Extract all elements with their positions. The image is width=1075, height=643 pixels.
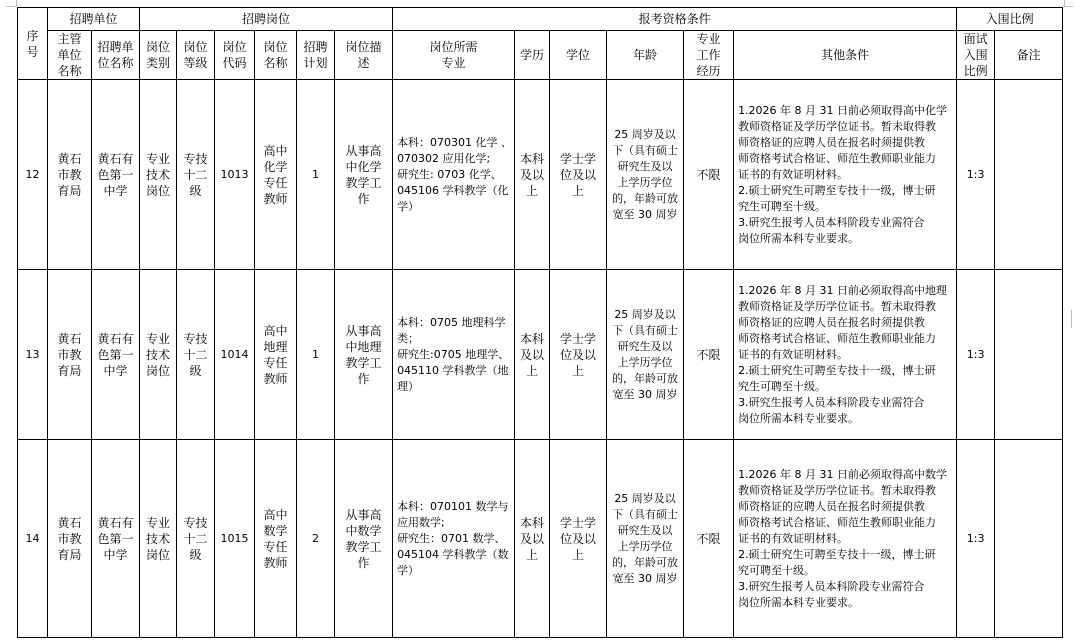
header-group-unit: 招聘单位 [48, 8, 140, 31]
cell-degree: 学士学 位及以 上 [550, 440, 607, 638]
cell-degree: 学士学 位及以 上 [550, 80, 607, 270]
header-column-row [18, 31, 1063, 80]
cell-age: 25 周岁及以 下（具有硕士 研究生及以 上学历学位 的，年龄可放 宽至 30 周岁 [607, 270, 684, 440]
cell-experience: 不限 [684, 80, 734, 270]
cell-post-name: 高中 数学 专任 教师 [255, 440, 297, 638]
header-post-level: 岗位 等级 [177, 31, 215, 80]
table-row [18, 270, 1063, 440]
page-edge-mark [1071, 310, 1075, 328]
cell-desc: 从事高 中地理 教学工 作 [335, 270, 393, 440]
header-other: 其他条件 [734, 31, 957, 80]
cell-remark [995, 440, 1063, 638]
header-degree: 学位 [550, 31, 607, 80]
cell-post-type: 专业 技术 岗位 [140, 80, 177, 270]
header-post-name: 岗位 名称 [255, 31, 297, 80]
header-post-code: 岗位 代码 [215, 31, 255, 80]
header-group-row [18, 8, 1063, 31]
cell-unit: 黄石有 色第一 中学 [92, 80, 140, 270]
header-unit: 招聘单 位名称 [92, 31, 140, 80]
cell-education: 本科 及以 上 [515, 440, 550, 638]
page-corner-mark [1064, 0, 1073, 7]
cell-experience: 不限 [684, 270, 734, 440]
cell-interview-ratio: 1:3 [957, 440, 995, 638]
cell-degree: 学士学 位及以 上 [550, 270, 607, 440]
header-desc: 岗位描 述 [335, 31, 393, 80]
cell-post-level: 专技 十二 级 [177, 270, 215, 440]
header-dept: 主管 单位 名称 [48, 31, 92, 80]
cell-other: 1.2026 年 8 月 31 日前必须取得高中化学 教师资格证及学历学位证书。暂未取得教 师资格证的应聘人员在报名时须提供教 师资格考试合格证、师范生教师职业能力 证书的有效证明材料。 2.硕士研究生可聘至专技十一级，博士研 究生可聘至十级。 3.研究生报考人员本科阶段专业需符合 岗位所需本科专业要求。 [734, 80, 957, 270]
table-row [18, 440, 1063, 638]
header-education: 学历 [515, 31, 550, 80]
cell-desc: 从事高 中数学 教学工 作 [335, 440, 393, 638]
cell-post-type: 专业 技术 岗位 [140, 270, 177, 440]
cell-major: 本科：070101 数学与 应用数学; 研究生：0701 数学、 045104 学科教学（数 学） [393, 440, 515, 638]
cell-unit: 黄石有 色第一 中学 [92, 440, 140, 638]
header-group-qualification: 报考资格条件 [393, 8, 957, 31]
cell-remark [995, 270, 1063, 440]
cell-other: 1.2026 年 8 月 31 日前必须取得高中数学 教师资格证及学历学位证书。暂未取得教 师资格证的应聘人员在报名时须提供教 师资格考试合格证、师范生教师职业能力 证书的有效证明材料。 2.硕士研究生可聘至专技十一级，博士研 究可聘至十级。 3.研究生报考人员本科阶段专业需符合 岗位所需本科专业要求。 [734, 440, 957, 638]
cell-education: 本科 及以 上 [515, 80, 550, 270]
cell-post-level: 专技 十二 级 [177, 440, 215, 638]
cell-post-code: 1013 [215, 80, 255, 270]
cell-seq: 14 [18, 440, 48, 638]
cell-post-code: 1015 [215, 440, 255, 638]
cell-post-name: 高中 化学 专任 教师 [255, 80, 297, 270]
header-group-post: 招聘岗位 [140, 8, 393, 31]
cell-major: 本科：0705 地理科学 类； 研究生:0705 地理学、 045110 学科教学（地 理） [393, 270, 515, 440]
cell-interview-ratio: 1:3 [957, 270, 995, 440]
header-group-ratio: 入围比例 [957, 8, 1063, 31]
cell-seq: 12 [18, 80, 48, 270]
cell-age: 25 周岁及以 下（具有硕士 研究生及以 上学历学位 的，年龄可放 宽至 30 周岁 [607, 80, 684, 270]
cell-post-code: 1014 [215, 270, 255, 440]
cell-dept: 黄石 市教 育局 [48, 80, 92, 270]
cell-experience: 不限 [684, 440, 734, 638]
cell-age: 25 周岁及以 下（具有硕士 研究生及以 上学历学位 的，年龄可放 宽至 30 周岁 [607, 440, 684, 638]
cell-seq: 13 [18, 270, 48, 440]
header-plan: 招聘 计划 [297, 31, 335, 80]
cell-interview-ratio: 1:3 [957, 80, 995, 270]
cell-post-name: 高中 地理 专任 教师 [255, 270, 297, 440]
cell-post-level: 专技 十二 级 [177, 80, 215, 270]
header-post-type: 岗位 类别 [140, 31, 177, 80]
page-corner-mark [6, 0, 17, 7]
cell-unit: 黄石有 色第一 中学 [92, 270, 140, 440]
table-row [18, 80, 1063, 270]
header-remark: 备注 [995, 31, 1063, 80]
cell-dept: 黄石 市教 育局 [48, 440, 92, 638]
header-experience: 专业 工作 经历 [684, 31, 734, 80]
cell-post-type: 专业 技术 岗位 [140, 440, 177, 638]
header-seq: 序 号 [18, 8, 48, 80]
cell-desc: 从事高 中化学 教学工 作 [335, 80, 393, 270]
cell-other: 1.2026 年 8 月 31 日前必须取得高中地理 教师资格证及学历学位证书。暂未取得教 师资格证的应聘人员在报名时须提供教 师资格考试合格证、师范生教师职业能力 证书的有效证明材料。 2.硕士研究生可聘至专技十一级，博士研 究生可聘至十级。 3.研究生报考人员本科阶段专业需符合 岗位所需本科专业要求。 [734, 270, 957, 440]
header-age: 年龄 [607, 31, 684, 80]
cell-major: 本科：070301 化学 、 070302 应用化学; 研究生: 0703 化学、 045106 学科教学（化 学） [393, 80, 515, 270]
header-major: 岗位所需 专业 [393, 31, 515, 80]
header-interview-ratio: 面试 入围 比例 [957, 31, 995, 80]
cell-plan: 2 [297, 440, 335, 638]
cell-dept: 黄石 市教 育局 [48, 270, 92, 440]
cell-plan: 1 [297, 80, 335, 270]
cell-plan: 1 [297, 270, 335, 440]
cell-education: 本科 及以 上 [515, 270, 550, 440]
cell-remark [995, 80, 1063, 270]
recruitment-table [17, 7, 1063, 638]
